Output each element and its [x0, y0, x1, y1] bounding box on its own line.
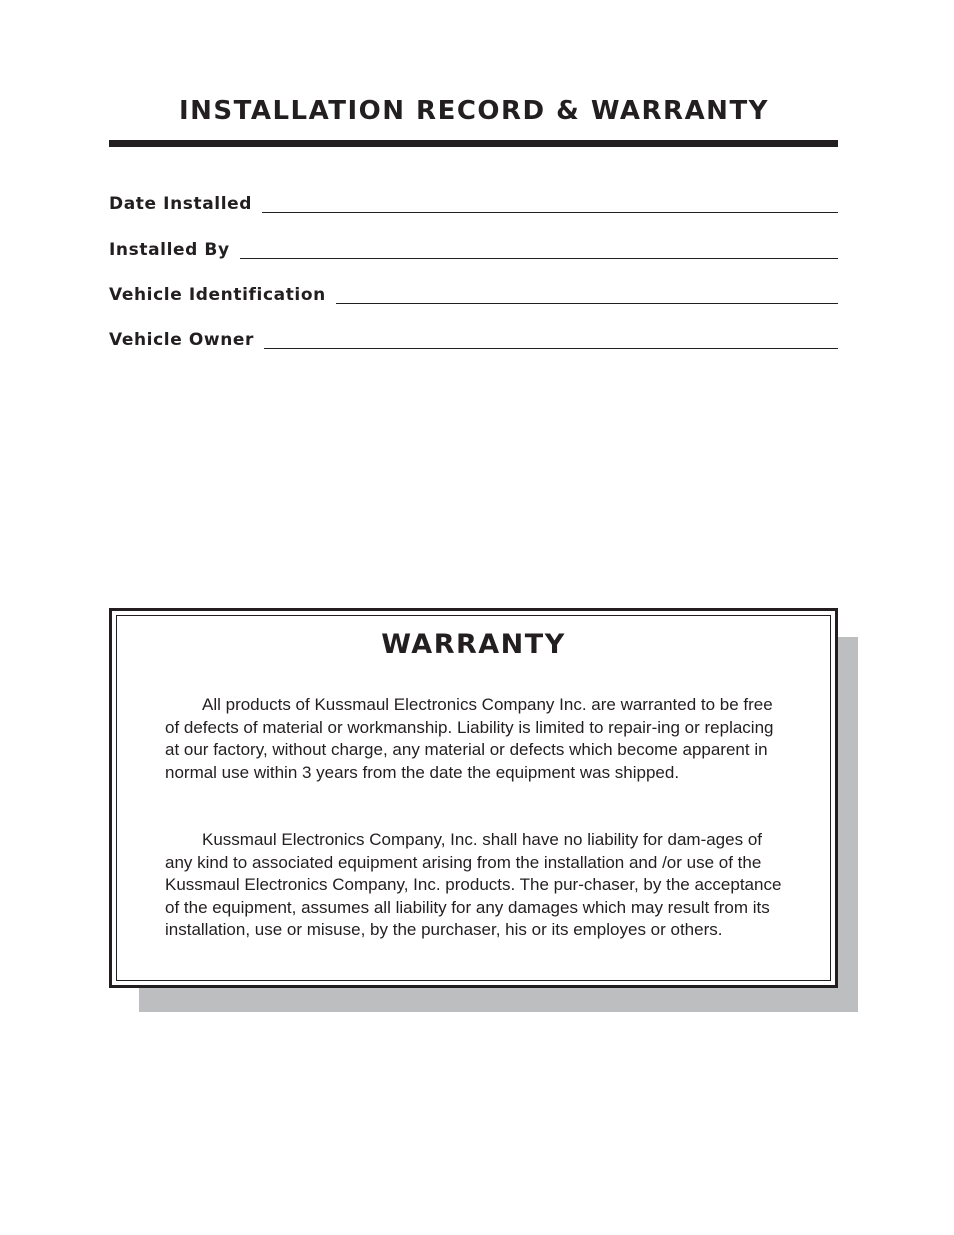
liability-paragraph: Kussmaul Electronics Company, Inc. shall have no liability for dam-ages of any kind to associated equipment arising from the installation and /or use of the Kussmaul Electronics Company, Inc. products. The pur-chaser, by the acceptance of the equipment, assumes all liability for any damages which may result from its installation, use or misuse, by the purchaser, his or its employes or others. — [165, 830, 782, 939]
title-divider — [109, 140, 838, 147]
warranty-paragraph: All products of Kussmaul Electronics Company Inc. are warranted to be free of defects of material or workmanship. Liability is limited to repair-ing or replacing at our factory, without charge, any material or defects which become apparent in normal use within 3 years from the date the equipment was shipped. — [165, 695, 774, 782]
warranty-inner-border — [116, 615, 831, 981]
vehicle-identification-field[interactable] — [109, 283, 838, 307]
date-installed-label: Date Installed — [109, 194, 253, 214]
warranty-title: WARRANTY — [381, 629, 566, 660]
vehicle-identification-input-line[interactable] — [336, 303, 838, 304]
installed-by-input-line[interactable] — [240, 258, 838, 259]
date-installed-input-line[interactable] — [262, 212, 838, 213]
warranty-box — [109, 608, 838, 988]
vehicle-identification-label: Vehicle Identification — [109, 285, 326, 305]
vehicle-owner-field[interactable] — [109, 328, 838, 352]
installed-by-field[interactable] — [109, 238, 838, 262]
date-installed-field[interactable] — [109, 192, 838, 216]
vehicle-owner-label: Vehicle Owner — [109, 330, 255, 350]
installed-by-label: Installed By — [109, 240, 230, 260]
vehicle-owner-input-line[interactable] — [264, 348, 838, 349]
page-title: INSTALLATION RECORD & WARRANTY — [178, 96, 770, 126]
